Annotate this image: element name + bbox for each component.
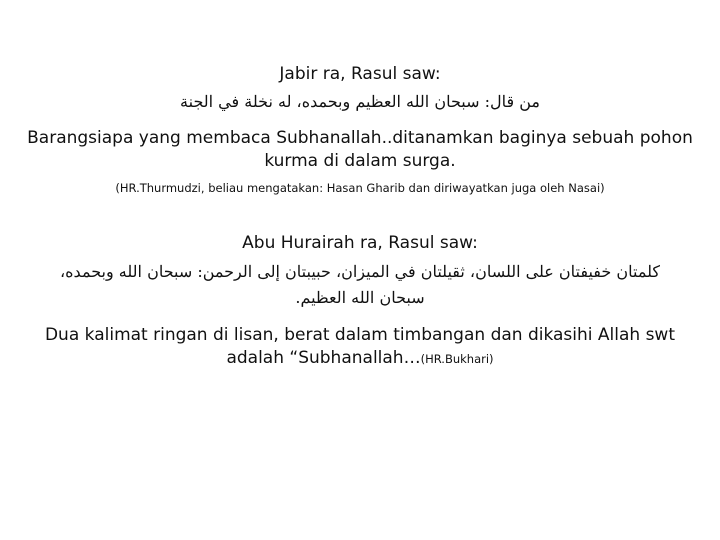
hadith1-source: (HR.Thurmudzi, beliau mengatakan: Hasan Gharib dan diriwayatkan juga oleh Nasai)	[115, 181, 605, 195]
hadith2-arabic-line-1: كلمتان خفيفتان على اللسان، ثقيلتان في الميزان، حبيبتان إلى الرحمن: سبحان الله وبحمده،	[60, 262, 660, 281]
hadith1-narrator: Jabir ra, Rasul saw:	[279, 64, 441, 84]
hadith2-translation-text: adalah “Subhanallah…	[226, 348, 421, 368]
hadith2-translation-line-1: Dua kalimat ringan di lisan, berat dalam timbangan dan dikasihi Allah swt	[44, 325, 676, 345]
hadith1-arabic-text: من قال: سبحان الله العظيم وبحمده، له نخلة في الجنة	[180, 92, 540, 111]
hadith2-source: (HR.Bukhari)	[420, 352, 494, 366]
hadith1-translation-line-1: Barangsiapa yang membaca Subhanallah..ditanamkan baginya sebuah pohon	[27, 128, 693, 148]
hadith2-translation-line-2	[0, 348, 720, 368]
hadith2-narrator: Abu Hurairah ra, Rasul saw:	[242, 233, 478, 253]
hadith1-translation-line-2: kurma di dalam surga.	[264, 151, 456, 171]
hadith2-arabic-line-2: سبحان الله العظيم.	[295, 288, 425, 307]
